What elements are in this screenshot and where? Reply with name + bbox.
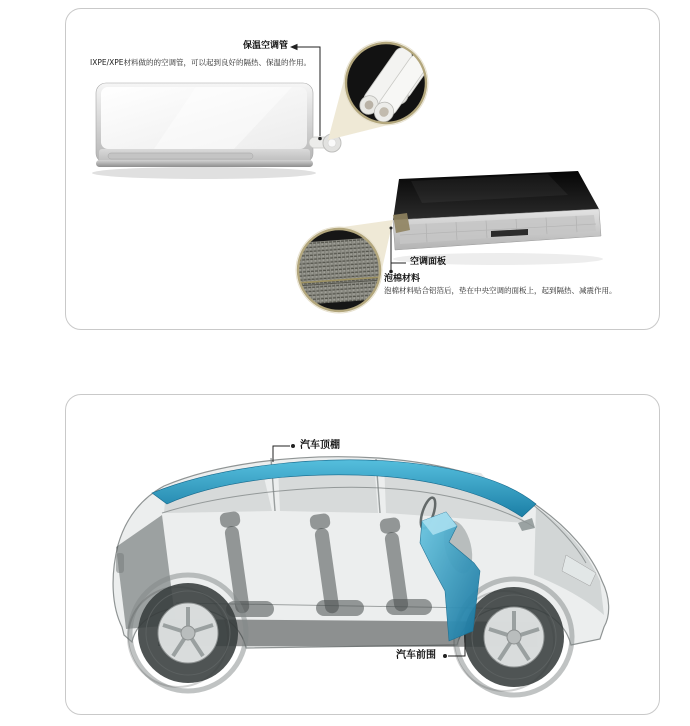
ceiling-ac-unit — [393, 171, 603, 265]
car-illustration — [66, 395, 659, 714]
ac-panel-label: 空调面板 — [410, 257, 447, 267]
ac-applications-panel — [65, 8, 660, 330]
pipe-insulation-label: 保温空调管 — [243, 41, 289, 51]
pipe-magnifier-icon — [344, 34, 445, 126]
pipe-insulation-description: IXPE/XPE材料做的的空调管，可以起到良好的隔热、保温的作用。 — [90, 58, 312, 67]
car-front-label: 汽车前围 — [396, 650, 436, 661]
foam-material-description: 泡棉材料贴合铝箔后，垫在中央空调的面板上，起到隔热、减震作用。 — [384, 286, 617, 295]
wall-ac-unit — [92, 83, 341, 179]
car-roof-label: 汽车顶棚 — [300, 440, 340, 451]
ac-illustration — [66, 9, 659, 329]
car-applications-panel — [65, 394, 660, 715]
foam-material-title: 泡棉材料 — [384, 274, 421, 284]
